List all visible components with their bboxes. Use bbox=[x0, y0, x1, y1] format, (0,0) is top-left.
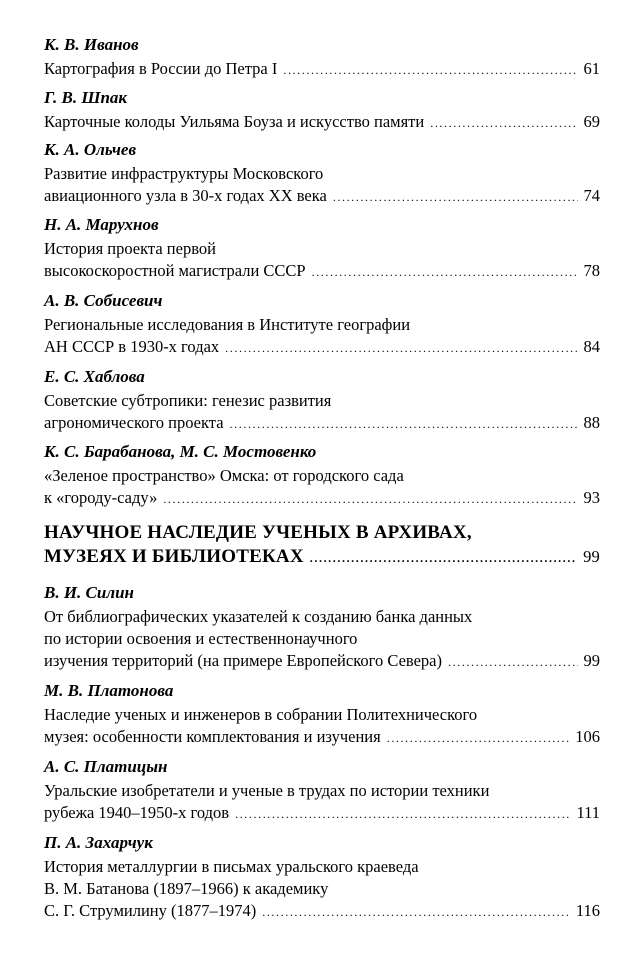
dot-leader bbox=[225, 337, 577, 359]
entry-author: А. С. Платицын bbox=[44, 757, 168, 776]
entry-title-line: Развитие инфраструктуры Московского bbox=[44, 164, 324, 183]
entry-title-text: музея: особенности комплектования и изучения bbox=[44, 727, 381, 746]
entry-author: М. В. Платонова bbox=[44, 681, 174, 700]
toc-entry bbox=[44, 680, 600, 748]
entry-title-line bbox=[44, 487, 600, 509]
entry-page-number: 88 bbox=[583, 413, 600, 432]
entry-title-line bbox=[44, 336, 600, 358]
toc-entry bbox=[44, 34, 600, 80]
entry-title-text: Картография в России до Петра I bbox=[44, 59, 278, 78]
entry-title-text: изучения территорий (на примере Европейского Севера) bbox=[44, 651, 442, 670]
entry-title-line bbox=[44, 260, 600, 282]
entry-title-text: к «городу-саду» bbox=[44, 488, 158, 507]
dot-leader bbox=[235, 803, 570, 825]
toc-entry bbox=[44, 441, 600, 509]
toc-entry bbox=[44, 290, 600, 358]
entry-title-line bbox=[44, 412, 600, 434]
dot-leader bbox=[230, 413, 578, 435]
entry-title-line: От библиографических указателей к созданию банка данных bbox=[44, 607, 473, 626]
entry-title-text: С. Г. Струмилину (1877–1974) bbox=[44, 901, 257, 920]
entry-title-line bbox=[44, 111, 600, 133]
entry-title-text: высокоскоростной магистрали СССР bbox=[44, 261, 306, 280]
entry-page-number: 111 bbox=[576, 803, 600, 822]
section-title-line bbox=[44, 545, 600, 569]
toc-entry bbox=[44, 582, 600, 672]
entry-page-number: 74 bbox=[583, 186, 600, 205]
dot-leader bbox=[312, 261, 578, 283]
entry-author: В. И. Силин bbox=[44, 583, 134, 602]
dot-leader bbox=[262, 901, 570, 923]
toc-entry bbox=[44, 832, 600, 922]
entry-title-line: по истории освоения и естественнонаучного bbox=[44, 629, 358, 648]
entry-title-text: авиационного узла в 30-х годах XX века bbox=[44, 186, 327, 205]
entry-author: А. В. Собисевич bbox=[44, 291, 163, 310]
dot-leader bbox=[448, 651, 578, 673]
entry-title-line bbox=[44, 802, 600, 824]
entry-title-line: «Зеленое пространство» Омска: от городского сада bbox=[44, 466, 404, 485]
dot-leader bbox=[283, 59, 577, 81]
section-page-number: 99 bbox=[583, 547, 600, 566]
toc-entry bbox=[44, 366, 600, 434]
entry-page-number: 93 bbox=[583, 488, 600, 507]
entry-title-line bbox=[44, 900, 600, 922]
entry-author: П. А. Захарчук bbox=[44, 833, 153, 852]
entry-title-line bbox=[44, 726, 600, 748]
dot-leader bbox=[310, 547, 577, 570]
entry-author: Е. С. Хаблова bbox=[44, 367, 145, 386]
entry-title-text: агрономического проекта bbox=[44, 413, 224, 432]
toc-entry bbox=[44, 756, 600, 824]
entry-title-line: В. М. Батанова (1897–1966) к академику bbox=[44, 879, 329, 898]
entry-author: Г. В. Шпак bbox=[44, 88, 128, 107]
entry-title-line: Советские субтропики: генезис развития bbox=[44, 391, 332, 410]
section-title-text: МУЗЕЯХ И БИБЛИОТЕКАХ bbox=[44, 546, 304, 567]
toc-entry bbox=[44, 87, 600, 133]
entry-title-text: рубежа 1940–1950-х годов bbox=[44, 803, 230, 822]
entry-page-number: 78 bbox=[583, 261, 600, 280]
entry-title-line: Региональные исследования в Институте географии bbox=[44, 315, 411, 334]
entry-title-line: Уральские изобретатели и ученые в трудах по истории техники bbox=[44, 781, 490, 800]
entry-title-line: Наследие ученых и инженеров в собрании Политехнического bbox=[44, 705, 478, 724]
entry-page-number: 61 bbox=[583, 59, 600, 78]
entry-author: К. А. Ольчев bbox=[44, 140, 137, 159]
entry-page-number: 84 bbox=[583, 337, 600, 356]
entry-title-line bbox=[44, 650, 600, 672]
dot-leader bbox=[163, 488, 577, 510]
section-title-line: НАУЧНОЕ НАСЛЕДИЕ УЧЕНЫХ В АРХИВАХ, bbox=[44, 522, 472, 543]
entry-author: К. В. Иванов bbox=[44, 35, 139, 54]
toc-entry bbox=[44, 214, 600, 282]
entry-title-line: История проекта первой bbox=[44, 239, 216, 258]
entry-author: К. С. Барабанова, М. С. Мостовенко bbox=[44, 442, 317, 461]
entry-title-text: АН СССР в 1930-х годах bbox=[44, 337, 220, 356]
dot-leader bbox=[430, 112, 577, 134]
entry-title-line bbox=[44, 58, 600, 80]
toc-entry bbox=[44, 139, 600, 207]
toc-section-heading bbox=[44, 521, 600, 569]
dot-leader bbox=[387, 727, 570, 749]
entry-title-line bbox=[44, 185, 600, 207]
dot-leader bbox=[333, 186, 578, 208]
entry-page-number: 69 bbox=[583, 112, 600, 131]
entry-title-line: История металлургии в письмах уральского краеведа bbox=[44, 857, 419, 876]
entry-page-number: 106 bbox=[575, 727, 600, 746]
entry-page-number: 99 bbox=[583, 651, 600, 670]
entry-title-text: Карточные колоды Уильяма Боуза и искусство памяти bbox=[44, 112, 425, 131]
entry-page-number: 116 bbox=[575, 901, 600, 920]
entry-author: Н. А. Марухнов bbox=[44, 215, 159, 234]
